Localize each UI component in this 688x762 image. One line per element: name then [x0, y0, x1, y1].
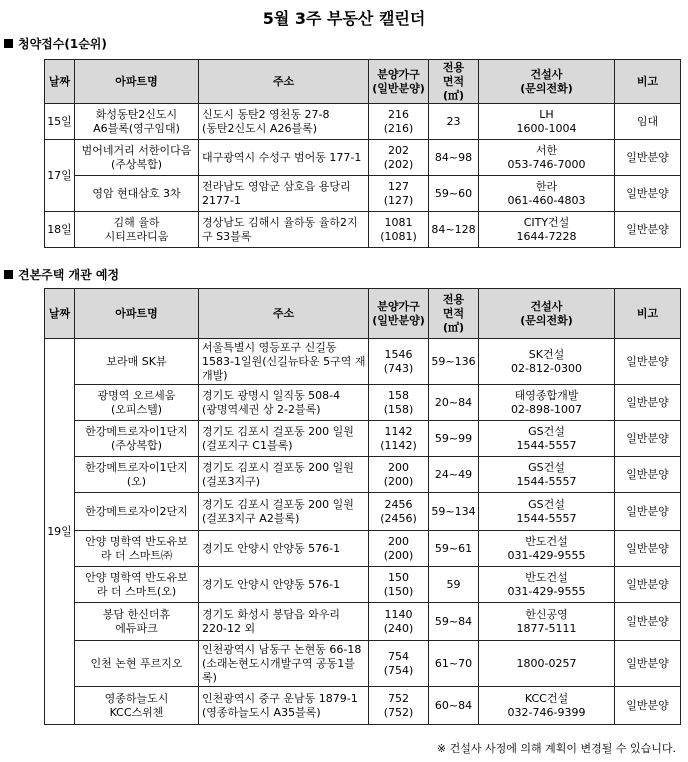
col-date: 날짜: [45, 60, 75, 104]
col-note: 비고: [615, 60, 681, 104]
units-cell: [369, 687, 429, 725]
note-cell: 일반분양: [615, 531, 681, 567]
cell-line: (영종하늘도시 A35블록): [202, 705, 321, 719]
cell-line: 한신공영: [525, 607, 568, 621]
cell-line: 1544-5557: [516, 474, 577, 488]
units-cell: 202 (202): [369, 140, 429, 176]
table-row: [45, 339, 681, 385]
area-cell: 84~98: [429, 140, 479, 176]
cell-line: (걸포3지구 A2블록): [202, 511, 300, 525]
units-cell: [369, 457, 429, 493]
date-cell: 18일: [45, 212, 75, 248]
area-cell: 60~84: [429, 687, 479, 725]
note-cell: 일반분양: [615, 457, 681, 493]
cell-line: 한강메트로자이2단지: [85, 504, 188, 518]
area-cell: 59: [429, 567, 479, 603]
units-cell: [369, 493, 429, 531]
addr-cell: [199, 567, 369, 603]
date-cell: 17일: [45, 140, 75, 212]
cell-line: 1140: [384, 607, 413, 621]
builder-cell: LH 1600-1004: [479, 104, 615, 140]
cell-line: 서울특별시 영등포구 신길동: [202, 340, 337, 354]
cell-line: 한강메트로자이1단지: [85, 460, 188, 474]
section-label: 청약접수(1순위): [18, 37, 107, 51]
col-units: 분양가구 (일반분양): [369, 60, 429, 104]
cell-line: 경기도 광명시 일직동 508-4: [202, 388, 341, 402]
cell-line: 200: [388, 534, 409, 548]
note-cell: 일반분양: [615, 603, 681, 641]
units-cell: [369, 603, 429, 641]
builder-cell: [479, 385, 615, 421]
cell-line: 한강메트로자이1단지: [85, 424, 188, 438]
cell-line: 안양 명학역 반도유보: [85, 534, 188, 548]
addr-cell: 신도시 동탄2 영천동 27-8 (동탄2신도시 A26블록): [199, 104, 369, 140]
table-row: [45, 567, 681, 603]
apt-cell: [75, 641, 199, 687]
apt-cell: [75, 339, 199, 385]
cell-line: 02-898-1007: [511, 402, 582, 416]
cell-line: 158: [388, 388, 409, 402]
cell-line: (오피스텔): [110, 402, 163, 416]
cell-line: (743): [383, 361, 414, 375]
table-row: [45, 421, 681, 457]
addr-cell: [199, 531, 369, 567]
apt-cell: [75, 493, 199, 531]
cell-line: 02-812-0300: [511, 361, 582, 375]
cell-line: 반도건설: [525, 570, 568, 584]
apt-cell: [75, 421, 199, 457]
cell-line: (걸포3지구): [202, 474, 261, 488]
apt-cell: 김해 율하 시티프라디움: [75, 212, 199, 248]
section-heading-model-house: [4, 266, 119, 283]
cell-line: (소래논현도시개발구역 공동1블: [202, 656, 355, 670]
cell-line: 031-429-9555: [507, 548, 586, 562]
section-label: 견본주택 개관 예정: [18, 268, 120, 282]
builder-cell: [479, 687, 615, 725]
date-cell: 19일: [45, 339, 75, 725]
table-row: [45, 641, 681, 687]
cell-line: GS건설: [528, 424, 565, 438]
note-cell: 일반분양: [615, 493, 681, 531]
cell-line: 경기도 김포시 걸포동 200 일원: [202, 497, 354, 511]
cell-line: 영종하늘도시: [104, 691, 169, 705]
section-heading-subscription: [4, 35, 107, 52]
cell-line: GS건설: [528, 497, 565, 511]
addr-cell: 대구광역시 수성구 범어동 177-1: [199, 140, 369, 176]
addr-cell: [199, 603, 369, 641]
cell-line: 1800-0257: [516, 656, 577, 670]
cell-line: 1583-1일원(신길뉴타운 5구역 재: [202, 354, 366, 368]
note-cell: 일반분양: [615, 641, 681, 687]
note-cell: 일반분양: [615, 176, 681, 212]
note-cell: 일반분양: [615, 687, 681, 725]
addr-cell: 경상남도 김해시 율하동 율하2지 구 S3블록: [199, 212, 369, 248]
apt-cell: [75, 531, 199, 567]
date-cell: 15일: [45, 104, 75, 140]
col-apt: 아파트명: [75, 289, 199, 339]
note-cell: 일반분양: [615, 567, 681, 603]
cell-line: 200: [388, 460, 409, 474]
cell-line: 1544-5557: [516, 511, 577, 525]
cell-line: (240): [383, 621, 414, 635]
units-cell: 216 (216): [369, 104, 429, 140]
builder-cell: [479, 339, 615, 385]
cell-line: 보라매 SK뷰: [106, 354, 167, 368]
cell-line: (광명역세권 상 2-2블록): [202, 402, 321, 416]
cell-line: SK건설: [528, 347, 565, 361]
units-cell: 1081 (1081): [369, 212, 429, 248]
apt-cell: 화성동탄2신도시 A6블록(영구임대): [75, 104, 199, 140]
builder-cell: [479, 457, 615, 493]
area-cell: 24~49: [429, 457, 479, 493]
cell-line: (200): [383, 474, 414, 488]
area-cell: 59~136: [429, 339, 479, 385]
apt-cell: [75, 603, 199, 641]
cell-line: 032-746-9399: [507, 705, 586, 719]
col-date: 날짜: [45, 289, 75, 339]
page-title: 5월 3주 부동산 캘린더: [262, 9, 426, 28]
builder-cell: 서한 053-746-7000: [479, 140, 615, 176]
cell-line: 인천광역시 남동구 논현동 66-18: [202, 642, 362, 656]
cell-line: 경기도 안양시 안양동 576-1: [202, 577, 341, 591]
cell-line: (752): [383, 705, 414, 719]
cell-line: 인천 논현 푸르지오: [90, 656, 183, 670]
cell-line: 2456: [384, 497, 413, 511]
area-cell: 59~84: [429, 603, 479, 641]
area-cell: 20~84: [429, 385, 479, 421]
units-cell: [369, 339, 429, 385]
table-row: [45, 493, 681, 531]
cell-line: (158): [383, 402, 414, 416]
units-cell: 127 (127): [369, 176, 429, 212]
apt-cell: [75, 567, 199, 603]
cell-line: (오): [126, 474, 147, 488]
table-row: [45, 385, 681, 421]
model-house-table: [44, 288, 681, 725]
builder-cell: [479, 531, 615, 567]
cell-line: 경기도 김포시 걸포동 200 일원: [202, 424, 354, 438]
cell-line: 에듀파크: [115, 621, 158, 635]
cell-line: 경기도 화성시 봉담읍 와우리: [202, 607, 341, 621]
apt-cell: [75, 457, 199, 493]
units-cell: [369, 531, 429, 567]
cell-line: KCC스위첸: [109, 705, 164, 719]
units-cell: [369, 567, 429, 603]
cell-line: (754): [383, 663, 414, 677]
addr-cell: [199, 385, 369, 421]
note-cell: 일반분양: [615, 212, 681, 248]
area-cell: 61~70: [429, 641, 479, 687]
apt-cell: [75, 385, 199, 421]
table-row: [45, 687, 681, 725]
cell-line: GS건설: [528, 460, 565, 474]
col-area: 전용 면적 (㎡): [429, 289, 479, 339]
addr-cell: 전라남도 영암군 삼호읍 용당리 2177-1: [199, 176, 369, 212]
builder-cell: [479, 421, 615, 457]
table-row: [45, 457, 681, 493]
cell-line: 태영종합개발: [514, 388, 579, 402]
square-bullet-icon: [4, 39, 13, 48]
addr-cell: [199, 687, 369, 725]
col-apt: 아파트명: [75, 60, 199, 104]
builder-cell: [479, 567, 615, 603]
note-cell: 일반분양: [615, 140, 681, 176]
cell-line: 안양 명학역 반도유보: [85, 570, 188, 584]
cell-line: 1142: [384, 424, 413, 438]
cell-line: KCC건설: [524, 691, 569, 705]
area-cell: 84~128: [429, 212, 479, 248]
cell-line: 봉담 한신더휴: [102, 607, 171, 621]
note-cell: 일반분양: [615, 339, 681, 385]
col-addr: 주소: [199, 289, 369, 339]
cell-line: 150: [388, 570, 409, 584]
builder-cell: [479, 603, 615, 641]
table-row: [45, 531, 681, 567]
cell-line: (2456): [380, 511, 417, 525]
builder-cell: [479, 493, 615, 531]
note-cell: 임대: [615, 104, 681, 140]
subscription-table: [44, 59, 681, 248]
builder-cell: 한라 061-460-4803: [479, 176, 615, 212]
cell-line: 1544-5557: [516, 438, 577, 452]
addr-cell: [199, 421, 369, 457]
cell-line: 광명역 오르세움: [97, 388, 176, 402]
addr-cell: [199, 641, 369, 687]
table-row: [45, 104, 681, 140]
addr-cell: [199, 457, 369, 493]
cell-line: (150): [383, 584, 414, 598]
units-cell: [369, 641, 429, 687]
table-row: [45, 176, 681, 212]
col-note: 비고: [615, 289, 681, 339]
area-cell: 59~99: [429, 421, 479, 457]
col-area: 전용 면적 (㎡): [429, 60, 479, 104]
area-cell: 59~60: [429, 176, 479, 212]
note-cell: 일반분양: [615, 385, 681, 421]
col-units: 분양가구 (일반분양): [369, 289, 429, 339]
cell-line: 라 더 스마트㈜: [100, 548, 173, 562]
cell-line: 라 더 스마트(오): [96, 584, 177, 598]
units-cell: [369, 385, 429, 421]
col-builder: 건설사 (문의전화): [479, 289, 615, 339]
cell-line: (걸포지구 C1블록): [202, 438, 293, 452]
units-cell: [369, 421, 429, 457]
builder-cell: CITY건설 1644-7228: [479, 212, 615, 248]
note-cell: 일반분양: [615, 421, 681, 457]
cell-line: 031-429-9555: [507, 584, 586, 598]
cell-line: 1877-5111: [516, 621, 577, 635]
area-cell: 23: [429, 104, 479, 140]
cell-line: 인천광역시 중구 운남동 1879-1: [202, 691, 358, 705]
footnote: ※ 건설사 사정에 의해 계획이 변경될 수 있습니다.: [436, 742, 676, 755]
area-cell: 59~61: [429, 531, 479, 567]
cell-line: 220-12 외: [202, 621, 256, 635]
cell-line: 록): [202, 670, 217, 684]
addr-cell: [199, 339, 369, 385]
table-header-row: [45, 289, 681, 339]
table-header-row: [45, 60, 681, 104]
cell-line: (1142): [380, 438, 417, 452]
cell-line: 경기도 김포시 걸포동 200 일원: [202, 460, 354, 474]
col-builder: 건설사 (문의전화): [479, 60, 615, 104]
table-row: [45, 212, 681, 248]
cell-line: 개발): [202, 368, 228, 382]
addr-cell: [199, 493, 369, 531]
cell-line: (주상복합): [110, 438, 163, 452]
col-addr: 주소: [199, 60, 369, 104]
cell-line: 경기도 안양시 안양동 576-1: [202, 541, 341, 555]
square-bullet-icon: [4, 270, 13, 279]
cell-line: 1546: [384, 347, 413, 361]
cell-line: (200): [383, 548, 414, 562]
table-row: [45, 603, 681, 641]
table-row: [45, 140, 681, 176]
apt-cell: 영암 현대삼호 3차: [75, 176, 199, 212]
apt-cell: 범어네거리 서한이다음 (주상복합): [75, 140, 199, 176]
builder-cell: [479, 641, 615, 687]
apt-cell: [75, 687, 199, 725]
cell-line: 752: [388, 691, 409, 705]
cell-line: 반도건설: [525, 534, 568, 548]
area-cell: 59~134: [429, 493, 479, 531]
cell-line: 754: [388, 649, 409, 663]
